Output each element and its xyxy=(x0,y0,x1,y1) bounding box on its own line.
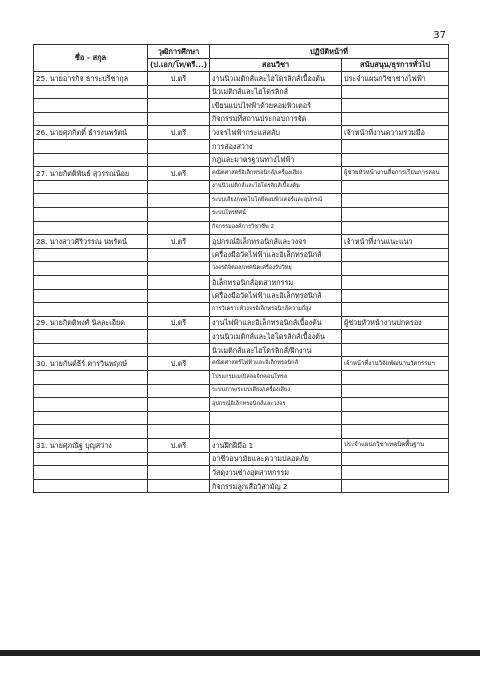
cell-education: ป.ตรี xyxy=(148,357,210,371)
header-education-levels: (ป.เอก/โท/ตรี...) xyxy=(148,59,210,72)
table-row xyxy=(34,112,449,126)
cell-support: ประจำแผนกวิชาเทคนิคพื้นฐาน xyxy=(342,439,449,453)
cell-subject: คณิตศาสตร์อิเล็กทรอนิกส์/เครื่องเสียง xyxy=(210,167,342,181)
cell-support xyxy=(342,262,449,276)
cell-support xyxy=(342,411,449,425)
table-row xyxy=(34,479,449,493)
table-row xyxy=(34,221,449,235)
cell-education xyxy=(148,207,210,221)
cell-education xyxy=(148,275,210,289)
table-row xyxy=(34,466,449,480)
page-number: 37 xyxy=(433,30,446,41)
table-row xyxy=(34,72,449,86)
cell-education xyxy=(148,371,210,385)
header-teaching: สอนวิชา xyxy=(210,59,342,72)
cell-support xyxy=(342,194,449,208)
cell-support xyxy=(342,248,449,262)
cell-education xyxy=(148,411,210,425)
cell-support: ผู้ช่วยหัวหน้างานปกครอง xyxy=(342,316,449,330)
cell-name xyxy=(34,139,148,153)
cell-subject: ระบบภาพ/ระบบเสียง/เครื่องเสียง xyxy=(210,384,342,398)
table-row xyxy=(34,398,449,412)
cell-subject: อุปกรณ์อิเล็กทรอนิกส์และวงจร xyxy=(210,398,342,412)
cell-name: 30. นายกันต์ธีร์ คารวินพฤกษ์ xyxy=(34,357,148,371)
cell-education xyxy=(148,330,210,344)
cell-name xyxy=(34,466,148,480)
cell-support xyxy=(342,112,449,126)
cell-subject: งานไฟฟ้าและอิเล็กทรอนิกส์เบื้องต้น xyxy=(210,316,342,330)
table-row xyxy=(34,384,449,398)
cell-name xyxy=(34,248,148,262)
table-row xyxy=(34,303,449,317)
cell-name: 31. นายศุภณัฐ บุญสว่าง xyxy=(34,439,148,453)
cell-subject: งานฝึกฝีมือ 1 xyxy=(210,439,342,453)
cell-subject: การวิเคราะห์วงจรอิเล็กทรอนิกส์ความถี่สูง xyxy=(210,303,342,317)
cell-education xyxy=(148,425,210,439)
cell-education: ป.ตรี xyxy=(148,126,210,140)
cell-education xyxy=(148,139,210,153)
cell-education: ป.ตรี xyxy=(148,167,210,181)
cell-education xyxy=(148,248,210,262)
cell-name xyxy=(34,194,148,208)
table-row xyxy=(34,262,449,276)
cell-support xyxy=(342,139,449,153)
cell-name: 28. นางสาวศิริวรรณ นพรัตน์ xyxy=(34,235,148,249)
cell-subject: เครื่องมือวัดไฟฟ้าและอิเล็กทรอนิกส์ xyxy=(210,289,342,303)
cell-subject: กฎและมาตรฐานทางไฟฟ้า xyxy=(210,153,342,167)
cell-name xyxy=(34,262,148,276)
cell-name xyxy=(34,289,148,303)
cell-support xyxy=(342,303,449,317)
cell-name xyxy=(34,452,148,466)
cell-education xyxy=(148,180,210,194)
cell-support: ผู้ช่วยหัวหน้างานสื่อการเรียนการสอน xyxy=(342,167,449,181)
cell-support xyxy=(342,466,449,480)
cell-support: เจ้าหน้าที่งานแนะแนว xyxy=(342,235,449,249)
table-row xyxy=(34,371,449,385)
cell-support xyxy=(342,207,449,221)
table-row xyxy=(34,330,449,344)
cell-name xyxy=(34,479,148,493)
cell-name xyxy=(34,425,148,439)
cell-subject: เขียนแบบไฟฟ้าด้วยคอมพิวเตอร์ xyxy=(210,99,342,113)
cell-name xyxy=(34,343,148,357)
cell-education: ป.ตรี xyxy=(148,439,210,453)
cell-support: เจ้าหน้าที่งานวิจัยพัฒนานวัตกรรมฯ xyxy=(342,357,449,371)
cell-support: เจ้าหน้าที่งานความร่วมมือ xyxy=(342,126,449,140)
cell-subject: วงจรดิจิตอล/เทคนิคเครื่องรับวิทยุ xyxy=(210,262,342,276)
cell-support xyxy=(342,99,449,113)
cell-name: 25. นายอารกิจ ธาระปรีชากุล xyxy=(34,72,148,86)
cell-education xyxy=(148,289,210,303)
cell-name xyxy=(34,371,148,385)
header-duties: ปฏิบัติหน้าที่ xyxy=(210,45,449,59)
table-row xyxy=(34,139,449,153)
cell-support: ประจำแผนกวิชาช่างไฟฟ้า xyxy=(342,72,449,86)
cell-education xyxy=(148,398,210,412)
cell-education: ป.ตรี xyxy=(148,235,210,249)
cell-name: 26. นายศุภกิตติ์ ธำรงนพรัตน์ xyxy=(34,126,148,140)
cell-name xyxy=(34,99,148,113)
table-row xyxy=(34,425,449,439)
cell-education xyxy=(148,343,210,357)
cell-subject: ระบบเสียง/เทคโนโลยีคอมพิวเตอร์และอุปกรณ์ xyxy=(210,194,342,208)
table-row xyxy=(34,411,449,425)
cell-education xyxy=(148,112,210,126)
cell-name xyxy=(34,207,148,221)
cell-education xyxy=(148,479,210,493)
cell-name xyxy=(34,275,148,289)
table-row xyxy=(34,248,449,262)
table-row xyxy=(34,289,449,303)
header-name: ชื่อ - สกุล xyxy=(34,45,148,72)
cell-education: ป.ตรี xyxy=(148,72,210,86)
table-row xyxy=(34,194,449,208)
cell-subject: วงจรไฟฟ้ากระแสสลับ xyxy=(210,126,342,140)
cell-subject: อาชีวอนามัยและความปลอดภัย xyxy=(210,452,342,466)
cell-education xyxy=(148,384,210,398)
cell-support xyxy=(342,371,449,385)
cell-subject: เครื่องมือวัดไฟฟ้าและอิเล็กทรอนิกส์ xyxy=(210,248,342,262)
cell-name xyxy=(34,303,148,317)
cell-subject: อุปกรณ์อิเล็กทรอนิกส์และวงจร xyxy=(210,235,342,249)
cell-education: ป.ตรี xyxy=(148,316,210,330)
header-education: วุฒิการศึกษา xyxy=(148,45,210,59)
cell-support xyxy=(342,384,449,398)
table-row xyxy=(34,452,449,466)
cell-subject xyxy=(210,425,342,439)
table-row xyxy=(34,343,449,357)
table-row xyxy=(34,167,449,181)
cell-name xyxy=(34,112,148,126)
cell-name xyxy=(34,153,148,167)
cell-name xyxy=(34,330,148,344)
table-row xyxy=(34,316,449,330)
table-row xyxy=(34,153,449,167)
cell-education xyxy=(148,466,210,480)
cell-education xyxy=(148,153,210,167)
cell-support xyxy=(342,330,449,344)
cell-name: 27. นายกิตติพันธ์ สุวรรณน้อย xyxy=(34,167,148,181)
cell-education xyxy=(148,262,210,276)
cell-subject: กิจกรรมลูกเสือวิสามัญ 2 xyxy=(210,479,342,493)
cell-subject: งานนิวเมติกส์และไฮโดรลิกส์เบื้องต้น xyxy=(210,180,342,194)
cell-support xyxy=(342,425,449,439)
cell-subject: การส่องสว่าง xyxy=(210,139,342,153)
cell-name xyxy=(34,180,148,194)
cell-name xyxy=(34,85,148,99)
cell-support xyxy=(342,180,449,194)
table-row xyxy=(34,180,449,194)
cell-subject: งานนิวเมติกส์และไฮโดรลิกส์เบื้องต้น xyxy=(210,72,342,86)
cell-subject: งานนิวเมติกส์และไฮโดรลิกส์เบื้องต้น xyxy=(210,330,342,344)
cell-subject xyxy=(210,411,342,425)
cell-support xyxy=(342,452,449,466)
cell-name xyxy=(34,411,148,425)
cell-subject: อิเล็กทรอนิกส์อุตสาหกรรม xyxy=(210,275,342,289)
cell-education xyxy=(148,221,210,235)
table-row xyxy=(34,235,449,249)
table-row xyxy=(34,207,449,221)
table-row xyxy=(34,439,449,453)
cell-name xyxy=(34,221,148,235)
table-header-row xyxy=(34,45,449,59)
cell-subject: นิวเมติกส์และไฮโดรลิกส์/ฝึกงาน xyxy=(210,343,342,357)
cell-education xyxy=(148,303,210,317)
table-row xyxy=(34,275,449,289)
cell-education xyxy=(148,99,210,113)
cell-subject: กิจกรรมองค์การวิชาชีพ 2 xyxy=(210,221,342,235)
header-support: สนับสนุน/ธุรการทั่วไป xyxy=(342,59,449,72)
table-row xyxy=(34,99,449,113)
cell-support xyxy=(342,85,449,99)
cell-education xyxy=(148,194,210,208)
cell-education xyxy=(148,452,210,466)
table-row xyxy=(34,85,449,99)
cell-support xyxy=(342,343,449,357)
cell-support xyxy=(342,221,449,235)
cell-name xyxy=(34,398,148,412)
cell-name: 29. นายกิตติพงศ์ นิลละเอียด xyxy=(34,316,148,330)
cell-support xyxy=(342,398,449,412)
cell-subject: วัสดุงานช่างอุตสาหกรรม xyxy=(210,466,342,480)
table-row xyxy=(34,357,449,371)
staff-duties-table xyxy=(33,44,449,493)
table-body xyxy=(34,72,449,493)
cell-subject: กิจกรรมที่สถานประกอบการจัด xyxy=(210,112,342,126)
cell-subject: ระบบโทรทัศน์ xyxy=(210,207,342,221)
cell-name xyxy=(34,384,148,398)
cell-education xyxy=(148,85,210,99)
table-row xyxy=(34,126,449,140)
cell-support xyxy=(342,479,449,493)
cell-support xyxy=(342,289,449,303)
cell-subject: โปรแกรมเมเบิลลอจิกคอนโทรล xyxy=(210,371,342,385)
cell-support xyxy=(342,275,449,289)
cell-support xyxy=(342,153,449,167)
cell-subject: นิวเมติกส์และไฮโดรลิกส์ xyxy=(210,85,342,99)
cell-subject: คณิตศาสตร์ไฟฟ้าและอิเล็กทรอนิกส์ xyxy=(210,357,342,371)
page-bottom-bar xyxy=(0,650,480,656)
